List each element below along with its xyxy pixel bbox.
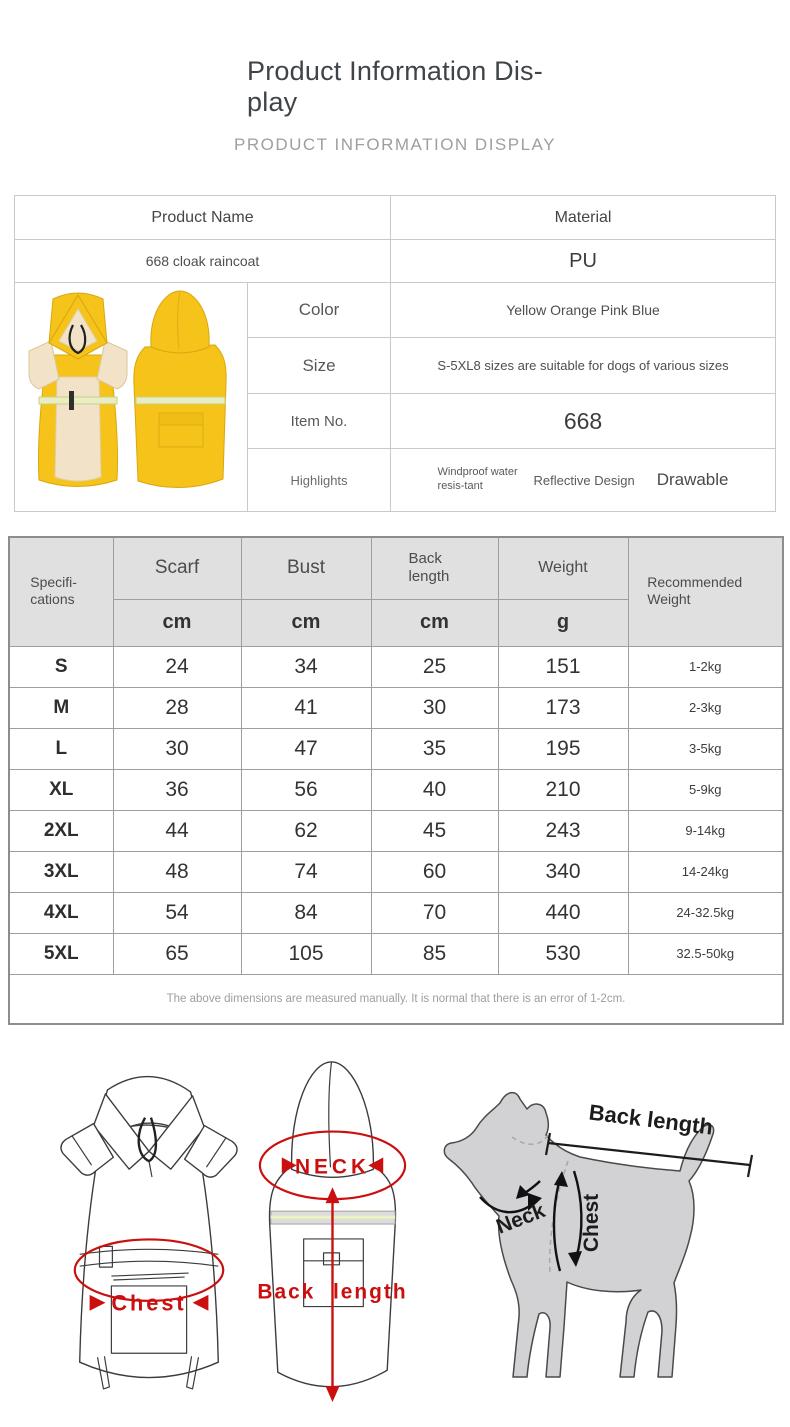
measurement-cell: 151 — [498, 646, 628, 687]
measurement-cell: 340 — [498, 851, 628, 892]
size-row — [9, 646, 783, 687]
size-table-body — [9, 646, 783, 974]
size-spec-cell: 4XL — [9, 892, 113, 933]
measurement-cell: 41 — [241, 687, 371, 728]
size-label: Size — [248, 338, 391, 393]
col-weight: Weight — [498, 537, 628, 599]
highlight-item: Drawable — [656, 470, 729, 490]
material-value: PU — [391, 240, 776, 283]
measurement-cell: 440 — [498, 892, 628, 933]
col-scarf: Scarf — [113, 537, 241, 599]
size-chart-note-row — [9, 974, 783, 1024]
size-spec-cell: XL — [9, 769, 113, 810]
measurement-cell: 70 — [371, 892, 498, 933]
measurement-cell: 30 — [371, 687, 498, 728]
recommended-weight-cell: 1-2kg — [628, 646, 783, 687]
size-row — [9, 769, 783, 810]
measurement-cell: 195 — [498, 728, 628, 769]
item-no-value: 668 — [391, 393, 776, 448]
measurement-cell: 35 — [371, 728, 498, 769]
product-photo — [15, 283, 248, 512]
page-title — [247, 56, 543, 119]
measurement-cell: 48 — [113, 851, 241, 892]
neck-label: NECK — [294, 1155, 371, 1179]
measurement-cell: 530 — [498, 933, 628, 974]
arrow-down-icon — [326, 1386, 340, 1402]
measurement-cell: 243 — [498, 810, 628, 851]
measurement-cell: 74 — [241, 851, 371, 892]
measurement-cell: 105 — [241, 933, 371, 974]
size-spec-cell: S — [9, 646, 113, 687]
recommended-weight-cell: 24-32.5kg — [628, 892, 783, 933]
raincoat-front-diagram — [50, 1060, 248, 1405]
product-info-table — [14, 195, 776, 512]
measurement-diagrams — [0, 1040, 790, 1427]
size-spec-cell: M — [9, 687, 113, 728]
measurement-cell: 85 — [371, 933, 498, 974]
dog-chest-label: Chest — [580, 1193, 603, 1253]
measurement-cell: 173 — [498, 687, 628, 728]
recommended-weight-cell: 32.5-50kg — [628, 933, 783, 974]
measurement-cell: 28 — [113, 687, 241, 728]
color-label: Color — [248, 283, 391, 338]
size-row — [9, 851, 783, 892]
col-back-length: Back length — [371, 537, 498, 599]
measurement-cell: 210 — [498, 769, 628, 810]
product-name-value: 668 cloak raincoat — [15, 240, 391, 283]
dog-neck-label: Neck — [493, 1199, 549, 1239]
size-chart-table — [8, 536, 784, 1025]
unit-weight: g — [498, 599, 628, 646]
dog-back-length-label: Back length — [587, 1099, 715, 1140]
measurement-cell: 40 — [371, 769, 498, 810]
table-row — [15, 240, 776, 283]
size-spec-cell: 3XL — [9, 851, 113, 892]
highlights-label: Highlights — [248, 449, 391, 512]
page-title-line2: play — [247, 87, 298, 118]
size-chart-header-row — [9, 537, 783, 599]
unit-bust: cm — [241, 599, 371, 646]
page-subtitle: PRODUCT INFORMATION DISPLAY — [234, 134, 556, 154]
size-row — [9, 892, 783, 933]
measurement-cell: 56 — [241, 769, 371, 810]
recommended-weight-cell: 3-5kg — [628, 728, 783, 769]
measurement-cell: 60 — [371, 851, 498, 892]
recommended-weight-cell: 9-14kg — [628, 810, 783, 851]
size-row — [9, 933, 783, 974]
item-no-label: Item No. — [248, 393, 391, 448]
recommended-weight-cell: 5-9kg — [628, 769, 783, 810]
measurement-cell: 45 — [371, 810, 498, 851]
measurement-cell: 65 — [113, 933, 241, 974]
raincoat-product-image — [17, 285, 246, 504]
col-bust: Bust — [241, 537, 371, 599]
size-spec-cell: L — [9, 728, 113, 769]
back-length-label: Back length — [257, 1280, 408, 1304]
page-header — [0, 0, 790, 155]
col-recommended-weight: Recommended Weight — [628, 537, 783, 646]
page-title-line1: Product Information Dis- — [247, 56, 543, 86]
highlight-item: Reflective Design — [533, 472, 635, 488]
measurement-cell: 30 — [113, 728, 241, 769]
unit-back-length: cm — [371, 599, 498, 646]
col-specifications: Specifi-cations — [9, 537, 113, 646]
product-name-header: Product Name — [15, 196, 391, 240]
table-row — [15, 283, 776, 338]
measurement-note: The above dimensions are measured manually. It is normal that there is an error of 1-2cm. — [9, 974, 783, 1024]
measurement-cell: 44 — [113, 810, 241, 851]
measurement-cell: 24 — [113, 646, 241, 687]
size-value: S-5XL8 sizes are suitable for dogs of various sizes — [391, 338, 776, 393]
material-header: Material — [391, 196, 776, 240]
size-spec-cell: 2XL — [9, 810, 113, 851]
measurement-cell: 84 — [241, 892, 371, 933]
recommended-weight-cell: 14-24kg — [628, 851, 783, 892]
chest-label: Chest — [111, 1290, 187, 1316]
highlights-cell — [391, 449, 776, 512]
raincoat-back-diagram — [238, 1052, 426, 1412]
size-row — [9, 810, 783, 851]
recommended-weight-cell: 2-3kg — [628, 687, 783, 728]
table-row — [15, 196, 776, 240]
measurement-cell: 54 — [113, 892, 241, 933]
size-row — [9, 687, 783, 728]
dog-diagram — [428, 1085, 763, 1395]
measurement-cell: 34 — [241, 646, 371, 687]
size-spec-cell: 5XL — [9, 933, 113, 974]
unit-scarf: cm — [113, 599, 241, 646]
measurement-cell: 62 — [241, 810, 371, 851]
measurement-cell: 36 — [113, 769, 241, 810]
color-value: Yellow Orange Pink Blue — [391, 283, 776, 338]
highlight-item: Windproof water resis-tant — [437, 466, 518, 493]
measurement-cell: 47 — [241, 728, 371, 769]
size-row — [9, 728, 783, 769]
measurement-cell: 25 — [371, 646, 498, 687]
